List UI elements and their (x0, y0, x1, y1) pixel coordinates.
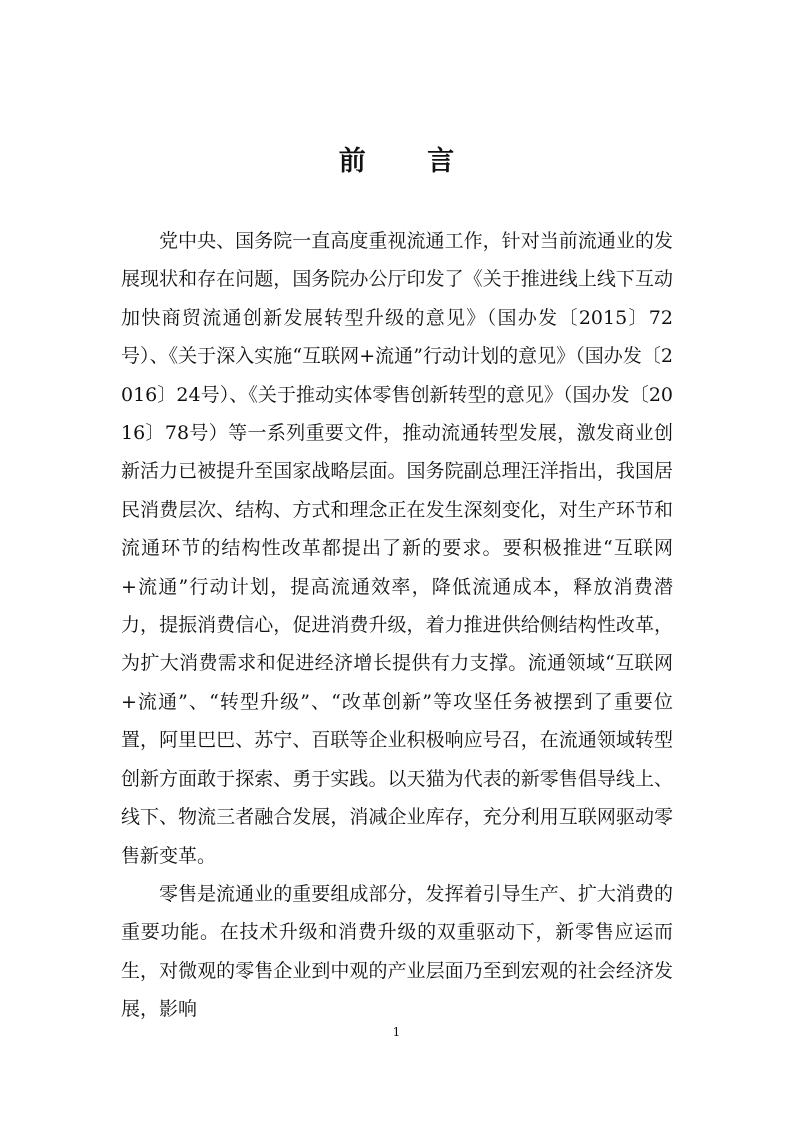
page-title: 前 言 (338, 146, 481, 177)
page-number: 1 (392, 1025, 401, 1039)
document-body (121, 222, 673, 1029)
paragraph-1: 党中央、国务院一直高度重视流通工作，针对当前流通业的发展现状和存在问题，国务院办公厅印发了《关于推进线上线下互动加快商贸流通创新发展转型升级的意见》（国办发〔2015〕72号）、《关于深入实施“互联网+流通”行动计划的意见》（国办发〔2016〕24号）、《关于推动实体零售创新转型的意见》（国办发〔2016〕78号）等一系列重要文件，推动流通转型发展，激发商业创新活力已被提升至国家战略层面。国务院副总理汪洋指出，我国居民消费层次、结构、方式和理念正在发生深刻变化，对生产环节和流通环节的结构性改革都提出了新的要求。要积极推进“互联网+流通”行动计划，提高流通效率，降低流通成本，释放消费潜力，提振消费信心，促进消费升级，着力推进供给侧结构性改革，为扩大消费需求和促进经济增长提供有力支撑。流通领域“互联网+流通”、“转型升级”、“改革创新”等攻坚任务被摆到了重要位置，阿里巴巴、苏宁、百联等企业积极响应号召，在流通领域转型创新方面敢于探索、勇于实践。以天猫为代表的新零售倡导线上、线下、物流三者融合发展，消减企业库存，充分利用互联网驱动零售新变革。 (121, 230, 673, 867)
paragraph-2: 零售是流通业的重要组成部分，发挥着引导生产、扩大消费的重要功能。在技术升级和消费升级的双重驱动下，新零售应运而生，对微观的零售企业到中观的产业层面乃至到宏观的社会经济发展，影响 (121, 882, 673, 1021)
